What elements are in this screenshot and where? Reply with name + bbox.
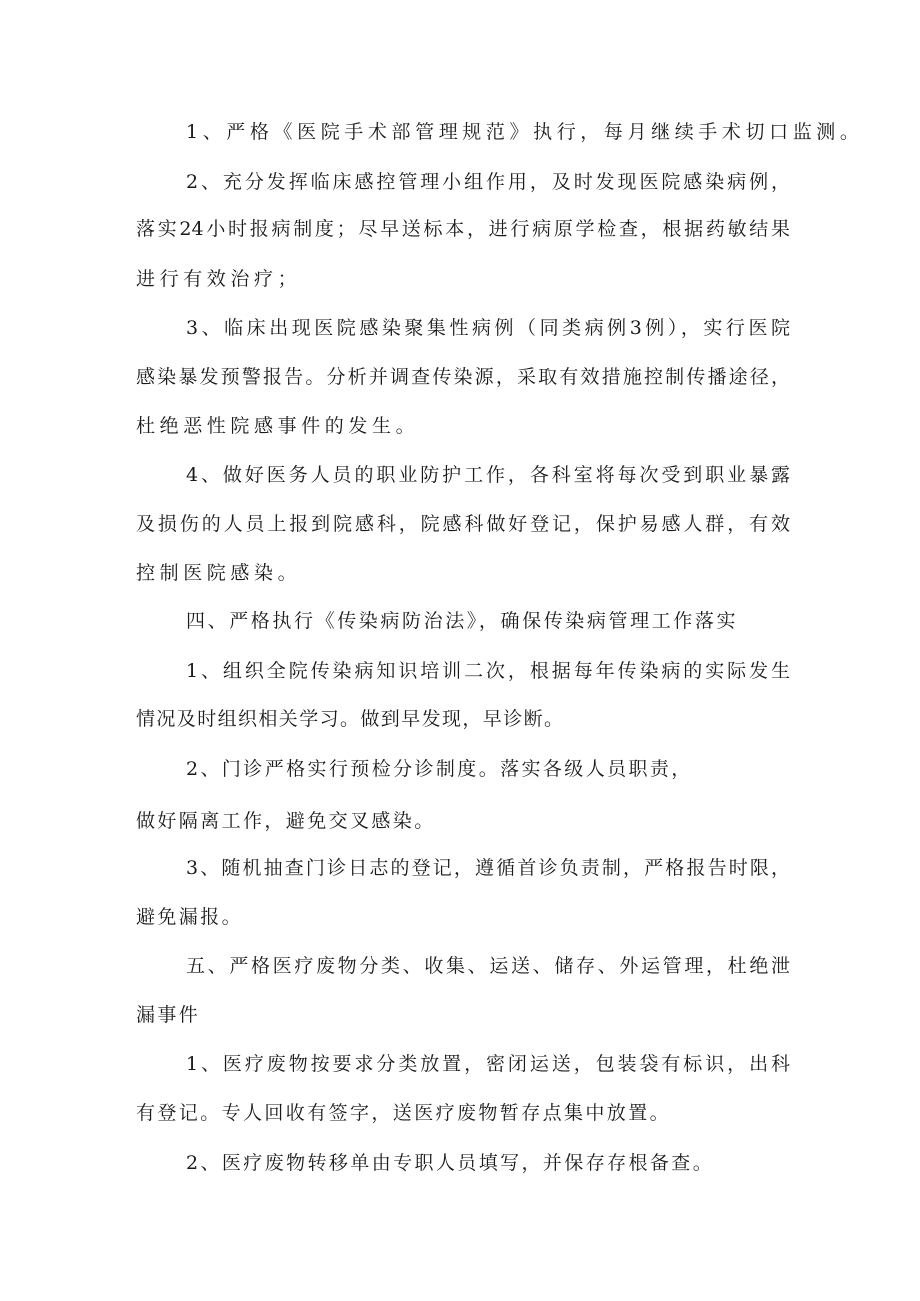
paragraph-line: 2、充分发挥临床感控管理小组作用，及时发现医院感染病例， xyxy=(186,171,790,193)
paragraph-line: 1、医疗废物按要求分类放置，密闭运送，包装袋有标识，出科 xyxy=(186,1053,790,1075)
section-heading: 四、严格执行《传染病防治法》，确保传染病管理工作落实 xyxy=(186,610,739,632)
paragraph-line: 有登记。专人回收有签字，送医疗废物暂存点集中放置。 xyxy=(136,1102,672,1124)
paragraph-line: 4、做好医务人员的职业防护工作，各科室将每次受到职业暴露 xyxy=(186,464,790,486)
paragraph-line: 感染暴发预警报告。分析并调查传染源，采取有效措施控制传播途径， xyxy=(136,366,790,388)
paragraph-line: 及损伤的人员上报到院感科，院感科做好登记，保护易感人群，有效 xyxy=(136,513,790,535)
paragraph-line: 情况及时组织相关学习。做到早发现，早诊断。 xyxy=(136,708,565,730)
paragraph-line: 2、门诊严格实行预检分诊制度。落实各级人员职责， xyxy=(186,758,693,780)
paragraph-line: 做好隔离工作，避免交叉感染。 xyxy=(136,810,436,832)
section-heading-continuation: 漏事件 xyxy=(136,1004,201,1026)
paragraph-line: 进行有效治疗； xyxy=(136,268,302,290)
paragraph-line: 杜绝恶性院感事件的发生。 xyxy=(136,415,420,437)
paragraph-line: 2、医疗废物转移单由专职人员填写，并保存存根备查。 xyxy=(186,1152,715,1174)
paragraph-line: 3、随机抽查门诊日志的登记，遵循首诊负责制，严格报告时限， xyxy=(186,857,790,879)
paragraph-line: 控制医院感染。 xyxy=(136,562,302,584)
paragraph-line: 1、组织全院传染病知识培训二次，根据每年传染病的实际发生 xyxy=(186,660,790,682)
paragraph-line: 避免漏报。 xyxy=(136,906,244,928)
paragraph-line: 落实24小时报病制度；尽早送标本，进行病原学检查，根据药敏结果 xyxy=(136,218,790,240)
paragraph-line: 1、严格《医院手术部管理规范》执行，每月继续手术切口监测。 xyxy=(186,121,864,143)
paragraph-line: 3、临床出现医院感染聚集性病例（同类病例3例），实行医院 xyxy=(186,317,790,339)
section-heading: 五、严格医疗废物分类、收集、运送、储存、外运管理，杜绝泄 xyxy=(186,955,790,977)
